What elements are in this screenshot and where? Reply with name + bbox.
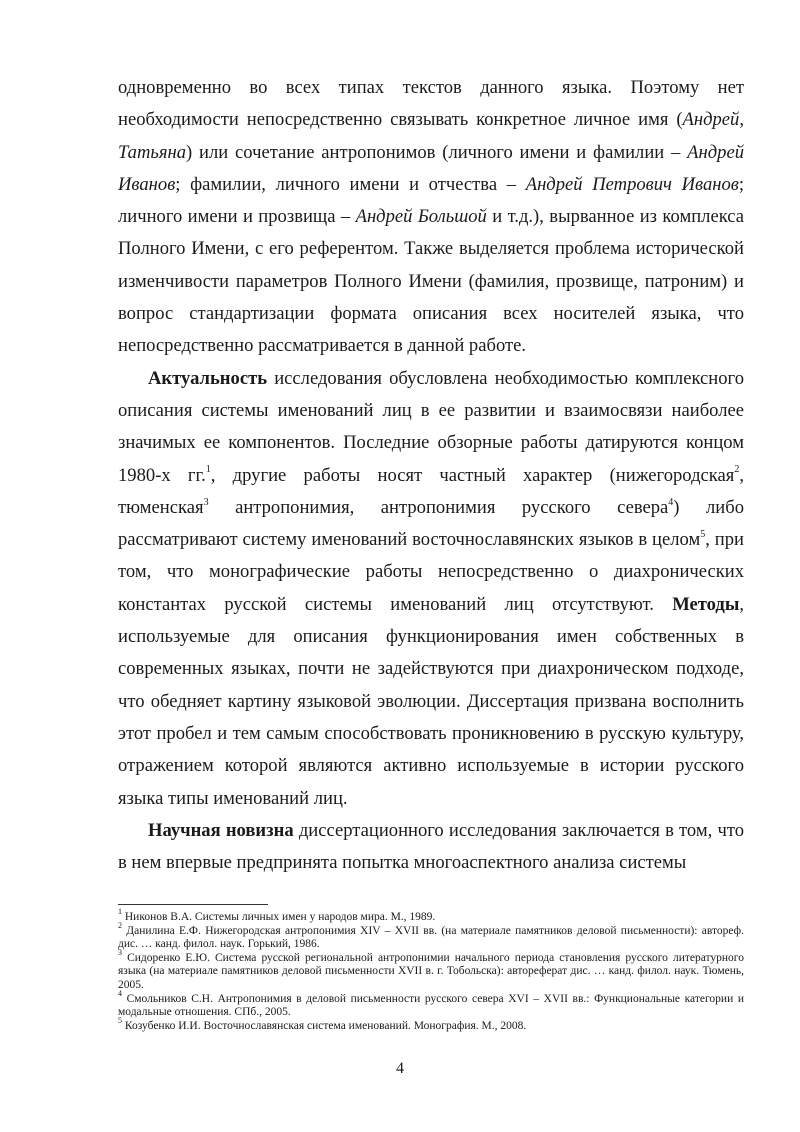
italic-text: Андрей, Татьяна — [118, 109, 744, 163]
footnote — [118, 920, 744, 952]
footnote-ref: 1 — [205, 464, 211, 476]
footnote-number: 3 — [118, 947, 122, 957]
paragraph — [118, 72, 744, 363]
paragraph-novelty — [118, 815, 744, 880]
italic-text: Андрей Иванов — [118, 141, 744, 195]
bold-term: Научная новизна — [148, 819, 294, 841]
footnote-separator — [118, 904, 268, 905]
footnote — [118, 988, 744, 1020]
text-run: одновременно во всех типах текстов данного языка. Поэтому нет необходимости непосредственно связывать конкретное личное имя ( — [118, 77, 744, 131]
italic-text: Андрей Петрович Иванов — [525, 173, 739, 195]
footnote-number: 1 — [118, 907, 122, 917]
bold-term: Методы — [672, 593, 740, 615]
page-number: 4 — [396, 1060, 404, 1077]
text-run: диссертационного исследования заключается в том, что в нем впервые предпринята попытка многоаспектного анализа системы — [118, 819, 744, 874]
footnote — [118, 1015, 744, 1034]
text-run: ) или сочетание антропонимов (личного имени и фамилии – — [186, 141, 688, 163]
footnotes — [118, 907, 744, 1033]
bold-term: Актуальность — [148, 367, 268, 389]
body-text — [118, 72, 744, 879]
footnote-number: 5 — [118, 1015, 122, 1025]
footnote-text: Данилина Е.Ф. Нижегородская антропонимия XIV – XVII вв. (на материале памятников деловой письменности): автореф. дис. … канд. филол. наук. Горький, 1986. — [118, 924, 744, 951]
text-run: антропонимия, антропонимия русского севера — [208, 496, 669, 518]
footnote-text: Козубенко И.И. Восточнославянская система именований. Монография. М., 2008. — [122, 1019, 527, 1032]
text-run: , используемые для описания функционирования имен собственных в современных языках, почти не задействуются при диахроническом подходе, что обедняет картину языковой эволюции. Диссертация призвана восполнить этот пробел и тем самым способствовать проникновению в русскую культуру, отражением которой являются активно используемые в истории русского языка типы именований лиц. — [118, 593, 744, 809]
footnote-text: Никонов В.А. Системы личных имен у народов мира. М., 1989. — [122, 911, 436, 923]
footnote — [118, 907, 744, 925]
footnote — [118, 947, 744, 993]
footnote-text: Смольников С.Н. Антропонимия в деловой письменности русского севера XVI – XVII вв.: Функциональные категории и модальные отношения. СПб., 2005. — [118, 992, 744, 1019]
text-run: , тюменская — [118, 464, 744, 518]
footnote-ref: 4 — [668, 496, 674, 508]
text-run: , при том, что монографические работы непосредственно о диахронических константах русской системы именований лиц отсутствуют. — [118, 529, 745, 615]
footnote-ref: 3 — [203, 496, 209, 508]
text-run: ) либо рассматривают систему именований восточнославянских языков в целом — [118, 496, 744, 551]
footnote-ref: 5 — [700, 528, 706, 540]
text-run: ; фамилии, личного имени и отчества – — [175, 173, 526, 195]
footnote-ref: 2 — [734, 464, 740, 476]
text-run: исследования обусловлена необходимостью комплексного описания системы именований лиц в ее развитии и взаимосвязи наиболее значимых ее компонентов. Последние обзорные работы датируются концом 1980-х гг. — [118, 367, 744, 486]
text-run: , другие работы носят частный характер (нижегородская — [210, 464, 735, 486]
paragraph-relevance — [118, 363, 744, 815]
footnote-number: 2 — [118, 920, 122, 930]
footnote-text: Сидоренко Е.Ю. Система русской региональной антропонимии начального периода становления русского литературного языка (на материале памятников деловой письменности XVII в. г. Тобольска): автореферат дис. … канд. филол. наук. Тюмень, 2005. — [118, 951, 744, 991]
text-run: ; личного имени и прозвища – — [118, 173, 744, 228]
footnote-number: 4 — [118, 988, 122, 998]
text-run: и т.д.), вырванное из комплекса Полного Имени, с его референтом. Также выделяется проблема исторической изменчивости параметров Полного Имени (фамилия, прозвище, патроним) и вопрос стандартизации формата описания всех носителей языка, что непосредственно рассматривается в данной работе. — [118, 206, 745, 357]
italic-text: Андрей Большой — [355, 206, 487, 228]
